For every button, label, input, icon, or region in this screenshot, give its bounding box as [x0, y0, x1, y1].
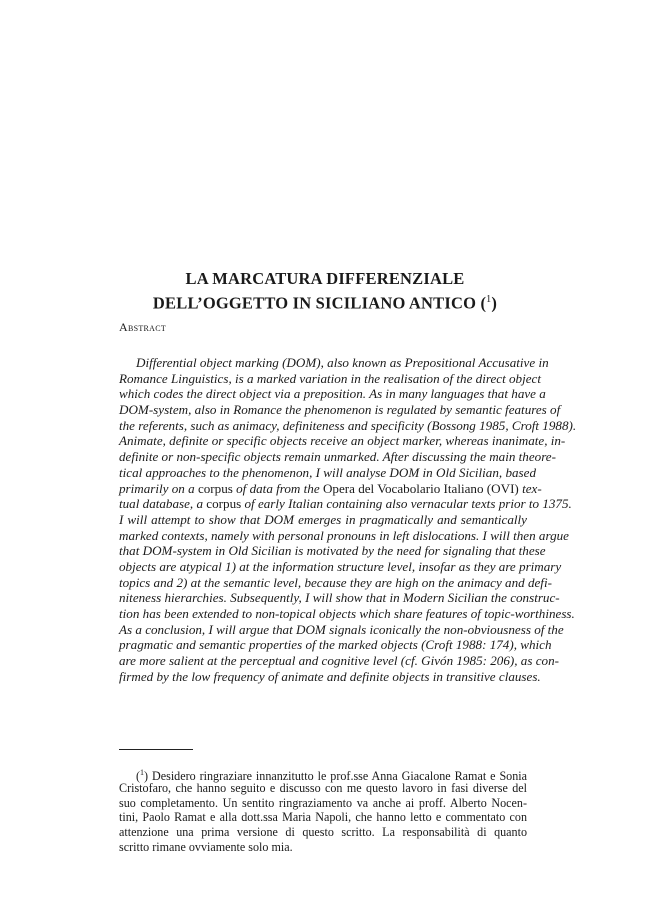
abstract-text-segment: corpus [197, 480, 233, 496]
abstract-text-segment: definite or non-specific objects remain unmarked. After discussing the main theore- [119, 449, 556, 465]
title-footnote-ref[interactable]: 1 [486, 294, 492, 305]
footnote [119, 766, 527, 855]
abstract-text-segment: topics and 2) at the semantic level, because they are high on the animacy and defi- [119, 574, 552, 590]
abstract-text-segment: tex- [518, 480, 542, 496]
abstract-text-segment: As a conclusion, I will argue that DOM signals iconically the non-obviousness of the [119, 621, 564, 637]
abstract-line [119, 496, 572, 512]
abstract-text-segment: the referents, such as animacy, definiteness and specificity (Bossong 1985, Croft 1988). [119, 417, 577, 433]
abstract-line [119, 449, 556, 465]
abstract-text-segment: which codes the direct object via a preposition. As in many languages that have a [119, 386, 546, 402]
title-note-close: ) [491, 293, 498, 313]
abstract-text-segment: of data from the [232, 480, 323, 496]
abstract-line [119, 637, 552, 653]
abstract-text-segment: Differential object marking (DOM), also known as Prepositional Accusative in [136, 355, 549, 370]
title-line-2-text: DELL’OGGETTO IN SICILIANO ANTICO [152, 293, 477, 313]
footnote-separator [119, 749, 193, 750]
title-line-2 [0, 289, 650, 314]
abstract-text-segment: that DOM-system in Old Sicilian is motivated by the need for signaling that these [119, 543, 546, 559]
abstract-text-segment: I will attempt to show that DOM emerges in pragmatically and semantically [119, 511, 527, 527]
abstract-line [119, 653, 559, 669]
abstract-line [119, 480, 542, 497]
title-line-1: LA MARCATURA DIFFERENZIALE [185, 269, 465, 288]
abstract-text-segment: firmed by the low frequency of animate and definite objects in transitive clauses. [119, 668, 541, 684]
footnote-line-text: Desidero ringraziare innanzitutto le prof.sse Anna Giacalone Ramat e Sonia [148, 769, 527, 784]
abstract-line [119, 606, 575, 622]
abstract-text-segment: DOM-system, also in Romance the phenomenon is regulated by semantic features of [119, 402, 561, 418]
abstract-text-segment: niteness hierarchies. Subsequently, I will show that in Modern Sicilian the construc- [119, 590, 560, 606]
footnote-line: suo completamento. Un sentito ringraziamento va anche ai proff. Alberto Nocen- [119, 795, 527, 810]
abstract-line [119, 464, 536, 481]
title-note-open: ( [476, 293, 487, 313]
abstract-text-segment: Animate, definite or specific objects receive an object marker, whereas inanimate, in- [119, 433, 566, 449]
abstract-text-segment: are more salient at the perceptual and cognitive level (cf. Givón 1985: 206), as con- [119, 653, 559, 669]
abstract-line [119, 512, 527, 528]
abstract-line [119, 433, 566, 449]
abstract-line [119, 386, 546, 402]
abstract-text-segment: tion has been extended to non-topical objects which share features of topic-worthiness. [119, 606, 575, 621]
abstract-line [119, 370, 541, 387]
abstract-text-segment: pragmatic and semantic properties of the marked objects (Croft 1988: 174), which [119, 637, 552, 653]
abstract-line [119, 402, 561, 418]
abstract-line [119, 543, 546, 559]
abstract-text-segment: tical approaches to the phenomenon, I will analyse DOM in Old Sicilian, based [119, 464, 536, 480]
footnote-line: Cristofaro, che hanno seguito e discusso con me questo lavoro in fasi diverse del [119, 780, 527, 795]
abstract-line [119, 668, 541, 685]
abstract-text-segment: Opera del Vocabolario Italiano (OVI) [322, 480, 519, 496]
article-title [0, 268, 650, 314]
footnote-line: tini, Paolo Ramat e alla dott.ssa Maria Napoli, che hanno letto e commentato con [119, 810, 527, 825]
footnote-marker-open: ( [136, 769, 141, 784]
abstract-line [119, 417, 577, 434]
abstract-line [119, 590, 560, 606]
abstract-text-segment: of early Italian containing also vernacular texts prior to 1375. [241, 496, 572, 512]
abstract-text-segment: tual database, a [119, 496, 207, 512]
footnote-line: scritto rimane ovviamente solo mia. [119, 839, 293, 854]
footnote-marker: 1 [140, 768, 145, 777]
abstract-line [119, 574, 552, 591]
footnote-marker-close: ) [144, 769, 149, 784]
abstract-text-segment: Romance Linguistics, is a marked variation in the realisation of the direct object [119, 370, 541, 386]
abstract-line [119, 527, 569, 544]
abstract-body [119, 355, 577, 684]
abstract-text-segment: marked contexts, namely with personal pronouns in left dislocations. I will then argue [119, 527, 569, 543]
abstract-line [119, 355, 549, 371]
footnote-line [119, 766, 527, 784]
footnote-line: attenzione una prima versione di questo scritto. La responsabilità di quanto [119, 825, 527, 840]
abstract-text-segment: objects are atypical 1) at the information structure level, insofar as they are primary [119, 558, 562, 574]
abstract-heading: Abstract [119, 320, 167, 334]
abstract-text-segment: primarily on a [119, 480, 198, 496]
abstract-line [119, 558, 562, 575]
abstract-text-segment: corpus [206, 496, 242, 512]
abstract-line [119, 621, 564, 638]
